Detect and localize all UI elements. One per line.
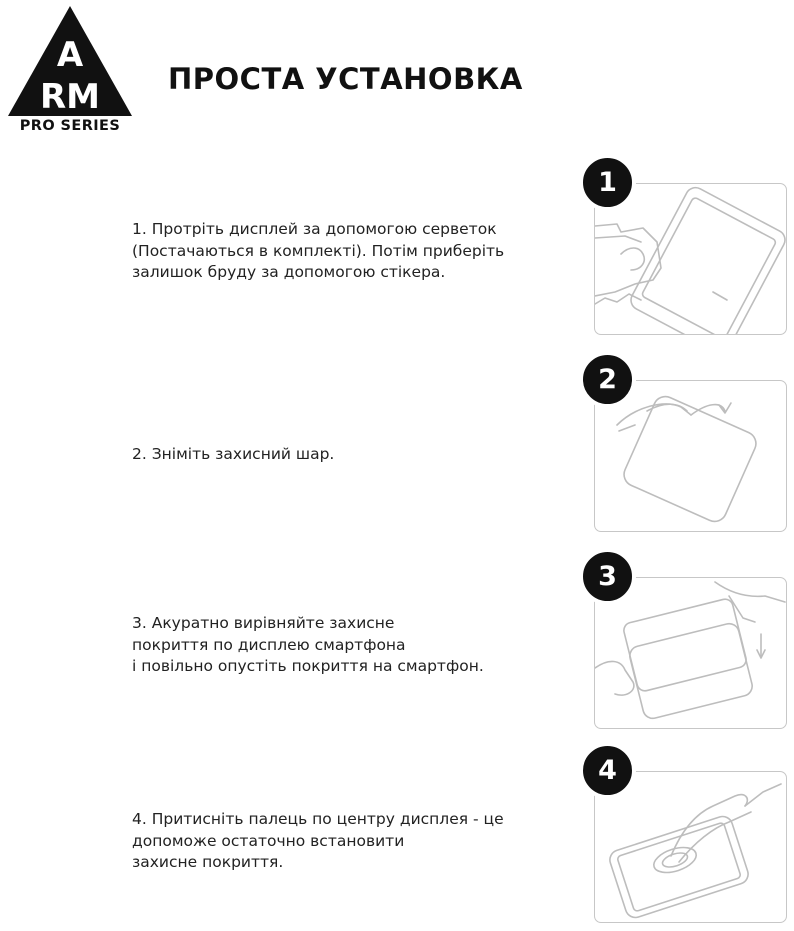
step-3-line-2: покриття по дисплею смартфона	[132, 635, 406, 654]
step-4-number: 4	[598, 755, 617, 786]
step-3-number: 3	[598, 561, 617, 592]
arm-logo	[4, 4, 136, 138]
align-glass-icon	[595, 578, 787, 729]
logo-letters-rm: RM	[39, 77, 101, 117]
logo-caption: PRO SERIES	[19, 118, 121, 134]
step-2-text	[132, 444, 334, 466]
step-3-line-1: 3. Акуратно вирівняйте захисне	[132, 614, 395, 632]
step-1-line-1: 1. Протріть дисплей за допомогою серветок	[132, 220, 497, 238]
step-2-badge	[579, 351, 636, 408]
step-4-line-1: 4. Притисніть палець по центру дисплея - це	[132, 810, 504, 828]
logo-letter-a: A	[56, 35, 84, 75]
step-4-line-2: допоможе остаточно встановити	[132, 831, 405, 850]
press-center-icon	[595, 772, 787, 923]
step-3-badge	[579, 548, 636, 605]
step-1-number: 1	[598, 167, 617, 198]
step-4-text	[132, 809, 504, 874]
step-4-line-3: захисне покриття.	[132, 853, 284, 871]
step-1-line-3: залишок бруду за допомогою стікера.	[132, 263, 446, 281]
triangle-logo-icon	[4, 4, 136, 118]
wipe-screen-icon	[595, 184, 787, 335]
step-2-number: 2	[598, 364, 617, 395]
step-1-line-2: (Постачаються в комплекті). Потім приберіть	[132, 241, 505, 260]
step-4-badge	[579, 742, 636, 799]
step-1-text	[132, 219, 504, 284]
peel-film-icon	[595, 381, 787, 532]
step-3-text	[132, 613, 484, 678]
step-3-line-3: і повільно опустіть покриття на смартфон.	[132, 657, 484, 675]
step-2-line-1: 2. Зніміть захисний шар.	[132, 445, 335, 463]
step-1-badge	[579, 154, 636, 211]
page-title: ПРОСТА УСТАНОВКА	[168, 62, 523, 96]
